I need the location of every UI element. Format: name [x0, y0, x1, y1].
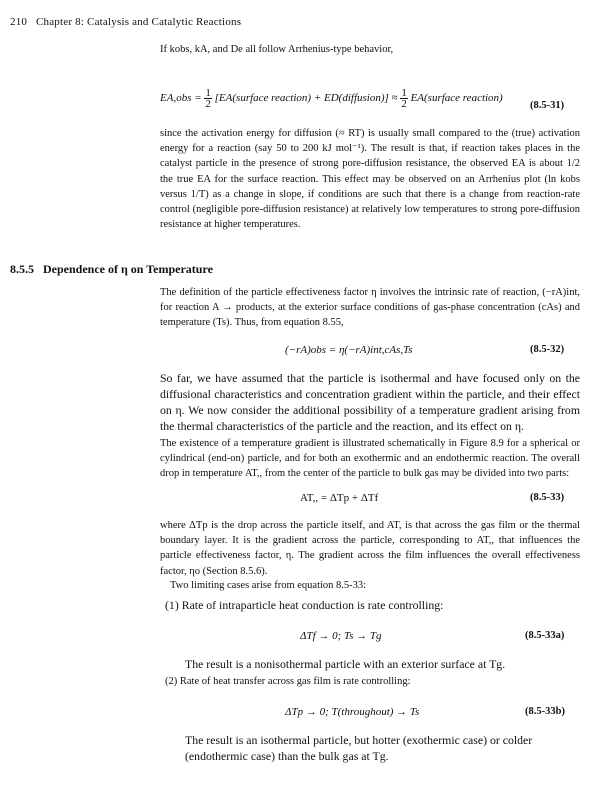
- eq-31-fraction-2: [400, 88, 408, 109]
- case-2-result: The result is an isothermal particle, but hotter (exothermic case) or colder (endothermic case) than the bulk gas at Tg.: [185, 733, 533, 763]
- page-header: [10, 16, 241, 28]
- eq-31-rhs: EA(surface reaction): [410, 92, 503, 105]
- page-number: 210: [10, 16, 28, 28]
- eq-31-frac-den: 2: [205, 98, 211, 110]
- eq-31-lhs: EA,obs =: [160, 92, 202, 105]
- equation-8-5-33: AT,, = ΔTp + ΔTf: [300, 492, 379, 504]
- eq-31-mid: [EA(surface reaction) + ED(diffusion)] ≈: [214, 92, 398, 105]
- equation-number-8-5-33b: (8.5-33b): [525, 706, 565, 717]
- section-title: Dependence of η on Temperature: [43, 262, 213, 276]
- equation-8-5-33a: ΔTf → 0; Ts → Tg: [300, 630, 382, 642]
- case-1-label: (1) Rate of intraparticle heat conduction is rate controlling:: [165, 598, 444, 612]
- eq-31-frac2-num: 1: [401, 87, 407, 99]
- equation-number-8-5-33a: (8.5-33a): [525, 630, 565, 641]
- eq-31-fraction: [204, 88, 212, 109]
- equation-8-5-33b: ΔTp → 0; T(throughout) → Ts: [285, 706, 420, 718]
- paragraph-gradient-parts: where ΔTp is the drop across the particle itself, and AT, is that across the gas film or the thermal boundary layer. It is the gradient across the particle, corresponding to AT,, that influences the particle effectiveness factor, η. The gradient across the film influences the overall effectiveness factor, ηo (Section 8.5.6).: [160, 520, 580, 577]
- equation-8-5-32: (−rA)obs = η(−rA)int,cAs,Ts: [285, 344, 413, 356]
- eq-31-frac-num: 1: [205, 87, 211, 99]
- intro-line: If kobs, kA, and De all follow Arrhenius-type behavior,: [160, 44, 394, 55]
- paragraph-temperature-gradient: The existence of a temperature gradient is illustrated schematically in Figure 8.9 for a spherical or cylindrical (end-on) particle, and for both an exothermic and an endothermic reaction. The overall drop in temperature AT,, from the center of the particle to bulk gas may be divided into two parts:: [160, 438, 580, 480]
- case-2-label: (2) Rate of heat transfer across gas film is rate controlling:: [165, 676, 411, 687]
- equation-number-8-5-33: (8.5-33): [530, 492, 565, 503]
- eq-31-frac2-den: 2: [401, 98, 407, 110]
- running-title: Chapter 8: Catalysis and Catalytic Reactions: [35, 16, 242, 28]
- equation-number-8-5-32: (8.5-32): [530, 344, 565, 355]
- equation-number-8-5-31: (8.5-31): [530, 100, 565, 111]
- paragraph-isothermal-assumption: So far, we have assumed that the particle is isothermal and have focused only on the diffusional characteristics and concentration gradient within the particle, and their effect on η. We now consider the additional possibility of a temperature gradient arising from the thermal characteristics of the particle and the reaction, and its effect on η.: [160, 371, 580, 433]
- paragraph-definition: The definition of the particle effectiveness factor η involves the intrinsic rate of reaction, (−rA)int, for reaction A → products, at the exterior surface conditions of gas-phase concentration (cAs) and temperature (Ts). Thus, from equation 8.55,: [160, 287, 580, 329]
- paragraph-limiting-cases: Two limiting cases arise from equation 8.5-33:: [170, 580, 367, 591]
- section-heading: [10, 262, 213, 277]
- case-1-result: The result is a nonisothermal particle with an exterior surface at Tg.: [185, 657, 506, 671]
- section-number: 8.5.5: [10, 262, 34, 276]
- equation-8-5-31: [160, 88, 503, 109]
- paragraph-activation-energy: since the activation energy for diffusion (≈ RT) is usually small compared to the (true) activation energy for a reaction (say 50 to 200 kJ mol⁻¹). The result is that, if reaction takes places in the catalyst particle in the presence of strong pore-diffusion resistance, the observed EA is about 1/2 the true EA for the surface reaction. This effect may be observed on an Arrhenius plot (ln kobs versus 1/T) as a change in slope, if conditions are such that there is a change from reaction-rate control (negligible pore-diffusion resistance) at relatively low temperatures to strong pore-diffusion resistance at higher temperatures.: [160, 128, 580, 231]
